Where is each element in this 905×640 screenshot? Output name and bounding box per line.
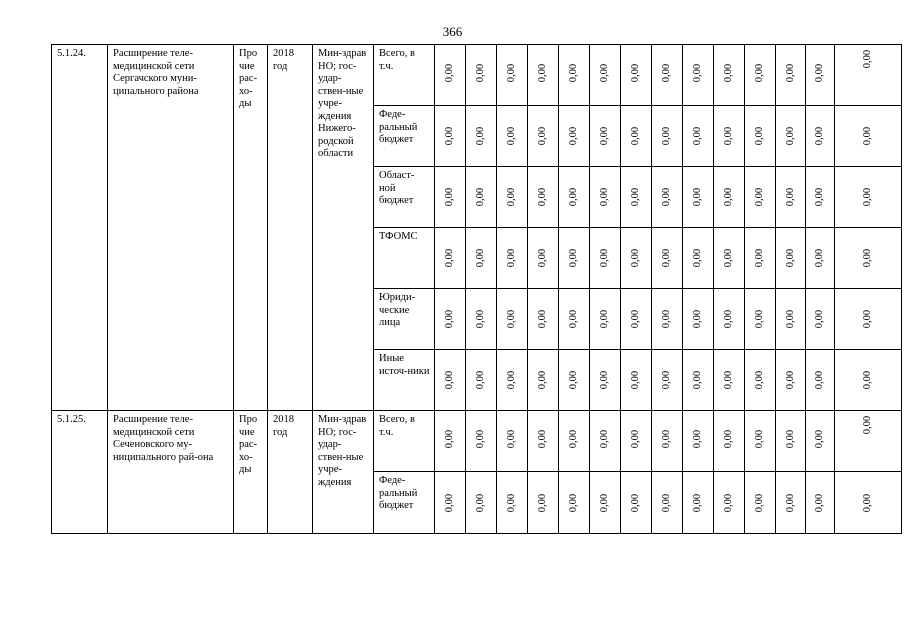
amount-value: 0,00 — [444, 187, 455, 207]
amount-cell — [559, 289, 590, 350]
amount-value: 0,00 — [723, 309, 734, 329]
budget-table-body — [52, 45, 902, 534]
amount-cell — [835, 350, 902, 411]
amount-value: 0,00 — [692, 429, 703, 449]
amount-cell — [835, 472, 902, 534]
amount-value: 0,00 — [754, 309, 765, 329]
amount-value: 0,00 — [814, 248, 825, 268]
year-cell — [268, 411, 313, 534]
amount-cell — [559, 167, 590, 228]
amount-value: 0,00 — [444, 309, 455, 329]
amount-value: 0,00 — [568, 187, 579, 207]
amount-cell — [559, 45, 590, 106]
funding-source-cell — [374, 472, 435, 534]
amount-cell — [745, 228, 776, 289]
amount-cell — [590, 167, 621, 228]
amount-value: 0,00 — [723, 429, 734, 449]
amount-cell — [590, 289, 621, 350]
amount-value: 0,00 — [475, 126, 486, 146]
amount-cell — [497, 350, 528, 411]
amount-value: 0,00 — [475, 370, 486, 390]
amount-value: 0,00 — [723, 493, 734, 512]
amount-cell — [683, 45, 714, 106]
funding-source-cell — [374, 289, 435, 350]
amount-value: 0,00 — [784, 248, 796, 268]
amount-value: 0,00 — [862, 126, 873, 146]
amount-value: 0,00 — [814, 187, 825, 207]
funding-source-label: Иные источ-ники — [379, 353, 430, 377]
amount-value: 0,00 — [784, 309, 796, 329]
amount-value: 0,00 — [723, 126, 734, 146]
amount-cell — [497, 289, 528, 350]
amount-value: 0,00 — [784, 429, 796, 449]
item-name-cell — [108, 45, 234, 411]
amount-value: 0,00 — [630, 248, 641, 268]
amount-value: 0,00 — [862, 370, 873, 390]
amount-value: 0,00 — [661, 493, 672, 512]
funding-source-cell — [374, 228, 435, 289]
amount-value: 0,00 — [599, 370, 610, 390]
item-code-text: 5.1.25. — [57, 414, 86, 425]
amount-cell — [745, 45, 776, 106]
amount-cell — [835, 289, 902, 350]
amount-cell — [835, 411, 902, 472]
amount-cell — [590, 106, 621, 167]
amount-cell — [714, 106, 745, 167]
amount-cell — [652, 106, 683, 167]
amount-value: 0,00 — [661, 429, 672, 449]
amount-cell — [435, 45, 466, 106]
amount-value: 0,00 — [506, 429, 517, 449]
executor-cell — [313, 411, 374, 534]
amount-cell — [776, 45, 806, 106]
amount-cell — [466, 45, 497, 106]
amount-cell — [652, 45, 683, 106]
amount-value: 0,00 — [814, 493, 825, 512]
amount-cell — [776, 106, 806, 167]
amount-value: 0,00 — [599, 309, 610, 329]
funding-source-label: Област-ной бюджет — [379, 170, 415, 206]
amount-cell — [435, 411, 466, 472]
expense-type-cell — [234, 411, 268, 534]
amount-value: 0,00 — [506, 126, 517, 146]
amount-cell — [559, 350, 590, 411]
year-cell — [268, 45, 313, 411]
amount-value: 0,00 — [661, 126, 672, 146]
funding-source-label: Всего, в т.ч. — [379, 414, 415, 438]
amount-value: 0,00 — [599, 248, 610, 268]
amount-value: 0,00 — [599, 493, 610, 512]
amount-value: 0,00 — [444, 493, 455, 512]
funding-source-cell — [374, 411, 435, 472]
amount-cell — [652, 167, 683, 228]
amount-cell — [652, 472, 683, 534]
amount-value: 0,00 — [444, 248, 455, 268]
amount-cell — [776, 167, 806, 228]
amount-cell — [714, 350, 745, 411]
table-row — [52, 45, 902, 106]
amount-cell — [714, 228, 745, 289]
amount-value: 0,00 — [692, 248, 703, 268]
amount-value: 0,00 — [754, 370, 765, 390]
amount-cell — [745, 411, 776, 472]
expense-type-text: Про чие рас-хо-ды — [239, 414, 258, 475]
item-name-cell — [108, 411, 234, 534]
amount-cell — [621, 167, 652, 228]
amount-value: 0,00 — [475, 309, 486, 329]
amount-cell — [745, 106, 776, 167]
amount-cell — [806, 167, 835, 228]
amount-value: 0,00 — [661, 248, 672, 268]
amount-value: 0,00 — [784, 63, 796, 83]
amount-cell — [683, 106, 714, 167]
amount-cell — [745, 167, 776, 228]
amount-value: 0,00 — [692, 126, 703, 146]
amount-value: 0,00 — [661, 63, 672, 83]
amount-cell — [806, 45, 835, 106]
amount-cell — [745, 472, 776, 534]
funding-source-cell — [374, 45, 435, 106]
executor-text: Мин-здрав НО; гос-удар-ствен-ные учре-ждения — [318, 414, 367, 488]
amount-cell — [497, 472, 528, 534]
amount-cell — [745, 350, 776, 411]
funding-source-label: Всего, в т.ч. — [379, 48, 415, 72]
amount-value: 0,00 — [692, 63, 703, 83]
amount-value: 0,00 — [754, 126, 765, 146]
amount-cell — [776, 411, 806, 472]
amount-cell — [835, 228, 902, 289]
amount-value: 0,00 — [862, 187, 873, 207]
amount-value: 0,00 — [630, 370, 641, 390]
expense-type-cell — [234, 45, 268, 411]
amount-value: 0,00 — [537, 370, 548, 390]
expense-type-text: Про чие рас-хо-ды — [239, 48, 258, 109]
item-name-text: Расширение теле-медицинской сети Сеченовского му-ниципального рай-она — [113, 414, 214, 463]
amount-value: 0,00 — [661, 309, 672, 329]
amount-value: 0,00 — [599, 187, 610, 207]
amount-cell — [497, 106, 528, 167]
amount-cell — [435, 472, 466, 534]
table-row — [52, 411, 902, 472]
amount-cell — [435, 350, 466, 411]
amount-cell — [528, 228, 559, 289]
amount-value: 0,00 — [568, 370, 579, 390]
budget-table — [51, 44, 902, 534]
amount-value: 0,00 — [599, 63, 610, 83]
amount-cell — [466, 228, 497, 289]
amount-cell — [435, 167, 466, 228]
amount-value: 0,00 — [862, 309, 873, 329]
amount-value: 0,00 — [537, 429, 548, 449]
amount-value: 0,00 — [862, 49, 873, 69]
amount-value: 0,00 — [784, 187, 796, 207]
amount-value: 0,00 — [599, 429, 610, 449]
amount-cell — [621, 45, 652, 106]
amount-value: 0,00 — [506, 370, 517, 390]
amount-cell — [683, 411, 714, 472]
amount-cell — [559, 472, 590, 534]
amount-cell — [683, 167, 714, 228]
amount-cell — [528, 289, 559, 350]
amount-cell — [435, 289, 466, 350]
amount-cell — [528, 167, 559, 228]
amount-cell — [621, 472, 652, 534]
amount-value: 0,00 — [723, 63, 734, 83]
amount-value: 0,00 — [784, 126, 796, 146]
amount-cell — [806, 106, 835, 167]
amount-value: 0,00 — [475, 429, 486, 449]
amount-value: 0,00 — [692, 493, 703, 512]
year-text: 2018 год — [273, 48, 294, 72]
amount-value: 0,00 — [661, 187, 672, 207]
amount-value: 0,00 — [475, 248, 486, 268]
funding-source-cell — [374, 106, 435, 167]
amount-value: 0,00 — [630, 429, 641, 449]
amount-cell — [776, 228, 806, 289]
amount-cell — [714, 411, 745, 472]
amount-value: 0,00 — [814, 63, 825, 83]
funding-source-cell — [374, 167, 435, 228]
amount-value: 0,00 — [506, 187, 517, 207]
amount-value: 0,00 — [568, 493, 579, 512]
amount-cell — [528, 45, 559, 106]
amount-value: 0,00 — [723, 248, 734, 268]
amount-cell — [621, 289, 652, 350]
amount-value: 0,00 — [630, 187, 641, 207]
amount-value: 0,00 — [661, 370, 672, 390]
amount-value: 0,00 — [537, 493, 548, 512]
amount-value: 0,00 — [723, 370, 734, 390]
amount-cell — [776, 472, 806, 534]
amount-cell — [714, 45, 745, 106]
amount-cell — [528, 411, 559, 472]
funding-source-label: Феде-ральный бюджет — [379, 109, 418, 145]
item-code-cell — [52, 45, 108, 411]
amount-value: 0,00 — [814, 370, 825, 390]
amount-value: 0,00 — [630, 493, 641, 512]
amount-value: 0,00 — [754, 493, 765, 512]
amount-cell — [528, 106, 559, 167]
amount-cell — [835, 106, 902, 167]
item-code-text: 5.1.24. — [57, 48, 86, 59]
amount-value: 0,00 — [444, 370, 455, 390]
amount-value: 0,00 — [475, 63, 486, 83]
amount-cell — [714, 167, 745, 228]
amount-value: 0,00 — [506, 63, 517, 83]
amount-value: 0,00 — [862, 493, 873, 512]
amount-value: 0,00 — [537, 187, 548, 207]
amount-value: 0,00 — [692, 187, 703, 207]
amount-cell — [590, 45, 621, 106]
amount-value: 0,00 — [692, 370, 703, 390]
amount-value: 0,00 — [444, 126, 455, 146]
executor-cell — [313, 45, 374, 411]
amount-value: 0,00 — [568, 248, 579, 268]
amount-cell — [776, 350, 806, 411]
amount-cell — [745, 289, 776, 350]
amount-cell — [806, 350, 835, 411]
amount-cell — [652, 411, 683, 472]
amount-cell — [435, 228, 466, 289]
amount-value: 0,00 — [537, 126, 548, 146]
amount-cell — [714, 472, 745, 534]
page-number: 366 — [442, 24, 463, 39]
amount-cell — [528, 350, 559, 411]
amount-cell — [590, 411, 621, 472]
amount-cell — [683, 228, 714, 289]
amount-cell — [559, 106, 590, 167]
amount-value: 0,00 — [692, 309, 703, 329]
amount-cell — [497, 167, 528, 228]
amount-cell — [621, 411, 652, 472]
amount-value: 0,00 — [862, 415, 873, 435]
amount-value: 0,00 — [754, 187, 765, 207]
funding-source-label: Юриди-ческие лица — [379, 292, 416, 328]
amount-value: 0,00 — [568, 63, 579, 83]
amount-value: 0,00 — [754, 63, 765, 83]
amount-value: 0,00 — [568, 429, 579, 449]
amount-value: 0,00 — [862, 248, 873, 268]
amount-cell — [466, 472, 497, 534]
amount-value: 0,00 — [537, 248, 548, 268]
amount-cell — [590, 350, 621, 411]
amount-value: 0,00 — [754, 248, 765, 268]
amount-value: 0,00 — [630, 63, 641, 83]
amount-value: 0,00 — [537, 63, 548, 83]
amount-value: 0,00 — [444, 429, 455, 449]
funding-source-label: Феде-ральный бюджет — [379, 475, 418, 511]
item-name-text: Расширение теле-медицинской сети Сергачского муни-ципального района — [113, 48, 199, 97]
amount-value: 0,00 — [630, 309, 641, 329]
amount-cell — [652, 289, 683, 350]
amount-cell — [497, 228, 528, 289]
funding-source-label: ТФОМС — [379, 231, 418, 242]
amount-value: 0,00 — [444, 63, 455, 83]
amount-cell — [466, 167, 497, 228]
item-code-cell — [52, 411, 108, 534]
amount-cell — [621, 228, 652, 289]
amount-cell — [652, 350, 683, 411]
amount-cell — [806, 228, 835, 289]
amount-cell — [466, 289, 497, 350]
amount-value: 0,00 — [630, 126, 641, 146]
amount-value: 0,00 — [814, 429, 825, 449]
executor-text: Мин-здрав НО; гос-удар-ствен-ные учре-ждения Нижего-родской области — [318, 48, 367, 159]
amount-value: 0,00 — [568, 126, 579, 146]
amount-cell — [806, 411, 835, 472]
amount-cell — [621, 106, 652, 167]
amount-value: 0,00 — [506, 248, 517, 268]
amount-cell — [776, 289, 806, 350]
amount-cell — [559, 228, 590, 289]
amount-value: 0,00 — [475, 493, 486, 512]
amount-cell — [835, 167, 902, 228]
amount-cell — [835, 45, 902, 106]
amount-cell — [466, 106, 497, 167]
amount-cell — [621, 350, 652, 411]
amount-cell — [528, 472, 559, 534]
amount-cell — [683, 289, 714, 350]
amount-value: 0,00 — [475, 187, 486, 207]
amount-cell — [497, 45, 528, 106]
amount-cell — [497, 411, 528, 472]
year-text: 2018 год — [273, 414, 294, 438]
amount-cell — [559, 411, 590, 472]
amount-cell — [683, 350, 714, 411]
amount-cell — [806, 289, 835, 350]
amount-value: 0,00 — [814, 309, 825, 329]
amount-value: 0,00 — [568, 309, 579, 329]
amount-value: 0,00 — [814, 126, 825, 146]
amount-value: 0,00 — [599, 126, 610, 146]
amount-value: 0,00 — [784, 370, 796, 390]
amount-value: 0,00 — [537, 309, 548, 329]
amount-cell — [714, 289, 745, 350]
amount-cell — [590, 472, 621, 534]
amount-cell — [652, 228, 683, 289]
amount-cell — [435, 106, 466, 167]
amount-value: 0,00 — [784, 493, 796, 512]
amount-cell — [466, 350, 497, 411]
funding-source-cell — [374, 350, 435, 411]
amount-value: 0,00 — [506, 493, 517, 512]
amount-cell — [683, 472, 714, 534]
amount-cell — [590, 228, 621, 289]
amount-value: 0,00 — [506, 309, 517, 329]
amount-cell — [466, 411, 497, 472]
amount-value: 0,00 — [754, 429, 765, 449]
amount-cell — [806, 472, 835, 534]
amount-value: 0,00 — [723, 187, 734, 207]
